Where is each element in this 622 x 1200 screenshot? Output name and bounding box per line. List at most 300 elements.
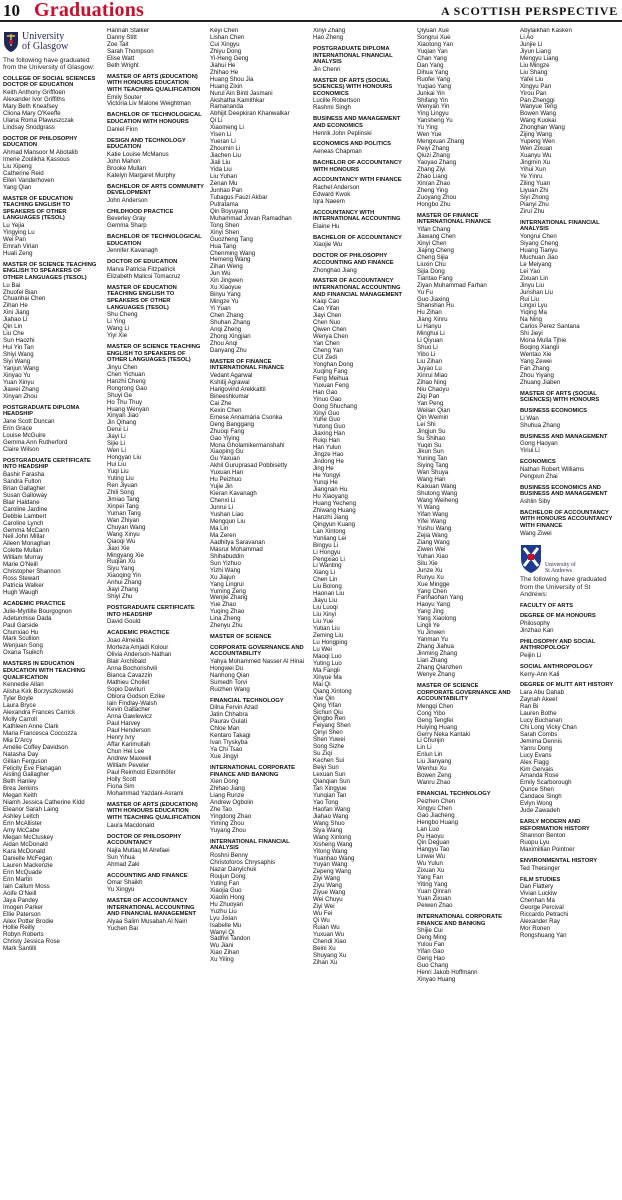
graduate-name: Ruizhen Wang — [210, 685, 250, 693]
graduate-name: Yuan Zixuan — [417, 895, 451, 903]
column-body — [313, 28, 411, 967]
graduate-name: Yue Zhao — [210, 601, 237, 609]
graduate-name: Ruiqi Han — [313, 437, 340, 445]
graduate-name: Wen Yue — [417, 131, 442, 139]
graduate-name: Siyi Zhong — [520, 193, 549, 201]
graduate-name: Ren Jiyuan — [107, 482, 138, 489]
graduate-name: Minghui Li — [417, 330, 445, 338]
graduate-name: Daniel Finn — [107, 125, 138, 133]
graduate-name: Debbie Lambert — [3, 512, 47, 520]
graduate-name: Zheng Ying — [417, 186, 448, 194]
section-banner: A SCOTTISH PERSPECTIVE — [441, 4, 618, 18]
graduate-name: Yang Zewei — [520, 358, 552, 366]
graduate-name: Yanman Yu — [417, 636, 448, 644]
graduate-name: Mona Gholamikermanshahi — [210, 441, 285, 449]
graduate-name: Caroline Jardine — [3, 505, 48, 513]
graduate-name: Yuting Liu — [107, 475, 134, 483]
graduate-name: Ran Bi — [520, 702, 539, 710]
graduate-name: He Yongyi — [313, 472, 341, 480]
graduate-name: Yutong Guo — [313, 423, 346, 431]
glasgow-crest-icon — [3, 31, 19, 53]
graduate-name: Alexander Ray — [520, 918, 560, 926]
graduate-name: Zhe Tao — [210, 806, 232, 814]
graduate-name: Yihui Xun — [520, 166, 546, 174]
graduate-name: Lei Yao — [520, 267, 541, 275]
graduate-name: Weilan Qian — [417, 406, 451, 414]
graduate-name: Ruofei Yang — [417, 75, 450, 83]
graduate-name: Xingyu Pan — [520, 82, 552, 90]
graduate-name: Sun Yizhuo — [210, 559, 241, 567]
section-heading: FACULTY OF ARTS — [520, 602, 574, 609]
graduate-name: Hu Zhuoyan — [210, 900, 244, 908]
graduate-name: Rongshuang Yan — [520, 932, 567, 940]
graduate-name: Riccardo Petrachi — [520, 911, 569, 919]
graduate-name: Jude Zawadeh — [520, 807, 560, 815]
graduate-name: Zhihao He — [210, 68, 239, 76]
graduate-name: Keyi Chen — [210, 28, 239, 34]
graduate-name: Paul Harvey — [107, 720, 141, 728]
graduate-name: Zhang Ziyi — [417, 166, 446, 174]
graduate-name: Lishan Chen — [210, 33, 245, 41]
column-1 — [3, 28, 101, 1196]
graduate-name: Chenxi Li — [210, 497, 236, 505]
graduate-name: Hongbo Zhu — [417, 200, 451, 208]
graduate-name: Liu Zihan — [417, 358, 443, 366]
graduate-name: Hugh Waugh — [3, 589, 39, 597]
graduate-name: Yuxuan Wu — [313, 931, 345, 938]
graduate-name: Elise Watt — [107, 54, 135, 62]
graduate-name: Zhou Yiyang — [520, 371, 554, 379]
st-andrews-logo-text-line: St Andrews — [545, 568, 572, 575]
graduate-name: Hongwei Du — [210, 664, 244, 672]
graduate-name: Xue Jingyi — [210, 753, 239, 761]
graduate-name: Peijin Li — [520, 651, 542, 659]
graduate-name: Chuyan Wang — [107, 523, 146, 531]
graduate-name: Ashlin Siby — [520, 497, 551, 505]
graduate-name: Paurav Gulati — [210, 718, 247, 726]
graduate-name: Yahya Mohammed Nasser Al Hinai — [210, 658, 305, 666]
graduate-name: Yiyi Xie — [107, 332, 128, 340]
graduate-name: Jingjun Su — [417, 427, 446, 435]
section-heading: FILM STUDIES — [520, 876, 561, 883]
graduate-name: Shannon Benton — [520, 832, 566, 840]
graduate-name: Ying Lingyu — [417, 110, 449, 118]
section-heading: BACHELOR OF TECHNOLOGICAL EDUCATION WITH HONOURS — [107, 112, 202, 125]
graduate-name: Ziwen Wei — [417, 545, 446, 553]
graduate-name: Ivan Tryskyba — [210, 739, 248, 747]
graduate-name: Yunqi He — [313, 479, 338, 487]
graduate-name: Yupeng Wen — [520, 138, 555, 146]
graduate-name: Wu Fei — [313, 910, 333, 918]
graduate-name: Yunqian Tan — [313, 791, 347, 799]
section-heading: MASTER OF SCIENCE — [210, 634, 272, 641]
graduate-name: Yunliang Lei — [313, 534, 347, 542]
graduate-name: Wan Zhiyan — [107, 516, 140, 524]
graduate-name: Junshan Liu — [520, 288, 553, 296]
graduate-name: Lian Zhang — [417, 657, 448, 665]
graduate-name: Qin Lin — [3, 323, 23, 331]
graduate-name: Enlun Lin — [417, 751, 443, 759]
graduate-name: Emily Souter — [107, 93, 142, 101]
graduate-name: Wanyi Qi — [210, 928, 235, 936]
graduate-name: Affar Karimullah — [107, 741, 151, 749]
graduate-name: Yitong Wang — [313, 847, 348, 855]
graduate-name: Mohammad Yazdani-Asrami — [107, 789, 184, 797]
graduate-name: Wentao Xie — [520, 351, 552, 359]
graduate-name: Paul Garside — [3, 621, 39, 629]
graduate-name: Liu Xipeng — [3, 162, 32, 170]
graduate-name: Qiwen Chen — [313, 326, 347, 334]
graduate-name: Wang Xintong — [313, 833, 352, 841]
graduate-name: Cui Xingyu — [210, 40, 240, 48]
section-heading: BACHELOR OF ARTS COMMUNITY DEVELOPMENT — [107, 183, 204, 197]
graduate-name: Xu Jiajun — [210, 573, 236, 581]
graduate-name: Philosophy — [520, 619, 550, 627]
graduate-name: Haoyu Yang — [417, 601, 450, 609]
graduate-name: Qiuzi Zhang — [417, 152, 450, 160]
graduate-name: Zihan Xu — [313, 958, 338, 966]
graduate-name: Rongrong Gao — [107, 384, 147, 392]
graduate-name: Shuyi Ge — [107, 391, 133, 399]
graduate-name: Guo Chang — [417, 961, 449, 969]
graduate-name: Runyu Xu — [417, 573, 444, 581]
graduate-name: Siyang Cheng — [520, 239, 559, 247]
graduate-name: Ruian Wu — [313, 924, 340, 932]
graduate-name: Yingying Lu — [3, 228, 35, 236]
graduate-name: Sun Haozhi — [3, 337, 35, 345]
graduate-name: Mengxuan Zhang — [417, 138, 465, 146]
graduate-name: Chen Yichuan — [107, 370, 145, 378]
graduate-name: Beth Hanley — [3, 778, 37, 786]
graduate-name: Iain Findlay-Walsh — [107, 699, 157, 707]
graduate-name: Jin Qihang — [107, 419, 137, 427]
graduate-name: Lin Li — [417, 744, 432, 752]
graduate-name: Xiao Zihan — [210, 949, 240, 957]
section-heading: MASTER OF ARTS (SOCIAL SCIENCES) WITH HONOURS — [520, 390, 600, 404]
graduate-name: William Murray — [3, 554, 44, 562]
section-heading: INTERNATIONAL CORPORATE FINANCE AND BANKING — [417, 913, 503, 927]
graduate-name: Juyao Lu — [417, 365, 442, 373]
graduate-name: Qianqian Sun — [313, 778, 350, 786]
st-andrews-logo-text-line: University of — [545, 561, 576, 568]
graduate-name: Yuyan Wang — [313, 861, 348, 869]
graduate-name: Guozheng Tang — [210, 235, 253, 243]
graduate-name: Ya Chi Tsao — [210, 746, 243, 754]
graduate-name: Chunxiao Hu — [3, 628, 39, 636]
graduate-name: Liu Mingze — [520, 61, 550, 69]
graduate-name: Zhoumin Li — [210, 145, 241, 153]
graduate-name: Yang Xiaolong — [417, 615, 457, 623]
graduate-name: Tubagus Fauzi Akbar — [210, 193, 268, 201]
section-heading: DOCTOR OF PHILOSOPHY EDUCATION — [3, 135, 78, 149]
graduate-name: Jiangnan Hu — [313, 486, 348, 493]
graduate-name: Paul Reinhold Eizenhöfer — [107, 769, 176, 777]
graduate-name: Yida Liu — [210, 166, 232, 174]
graduate-name: Erin McQuade — [3, 868, 42, 876]
graduate-name: Li Ao — [520, 33, 534, 41]
graduate-name: Katelyn Margaret Murphy — [107, 171, 176, 179]
graduate-name: Wang Ziwei — [520, 529, 552, 537]
graduate-name: Elizabeth Malicsi Tomacruz — [107, 272, 181, 280]
graduate-name: Linwei Wu — [417, 853, 445, 861]
graduate-name: Christy Jessica Rose — [3, 938, 60, 946]
graduate-name: Bianca Cavazzin — [107, 671, 153, 679]
graduate-name: Yi-Heng Geng — [210, 54, 249, 62]
graduate-name: Najla Mutlaq M Alrefaei — [107, 846, 170, 854]
graduate-name: Anhui Zhang — [107, 579, 142, 587]
logo-text-of-glasgow: of Glasgow — [22, 40, 69, 52]
graduate-name: Aidan McDonald — [3, 841, 48, 849]
graduate-name: Lauren Mackenzie — [3, 861, 53, 869]
graduate-name: Beth Wright — [107, 61, 139, 69]
graduate-name: Yuan Qinran — [417, 888, 451, 896]
graduate-name: Yizhi Wang — [210, 566, 241, 574]
graduate-name: Yiting Yang — [417, 881, 448, 889]
graduate-name: Erin Martin — [3, 875, 33, 883]
graduate-name: Deng Banggang — [210, 420, 255, 428]
section-heading: ACADEMIC PRACTICE — [3, 601, 66, 608]
graduate-name: Lyu Jixian — [210, 914, 237, 922]
graduate-name: Wang Xinyu — [107, 530, 140, 538]
graduate-name: Ziyi Wang — [313, 875, 340, 883]
graduate-name: Hu Peizhuo — [210, 476, 242, 484]
graduate-name: Edward Kwok — [313, 190, 351, 198]
graduate-name: Zhonghao Jiang — [313, 266, 357, 274]
graduate-name: Xin Jingwen — [210, 277, 243, 285]
graduate-name: Qinyi Shen — [313, 729, 343, 737]
graduate-name: Li Hongyu — [313, 548, 341, 556]
graduate-name: Jaya Pandey — [3, 896, 39, 904]
graduate-name: Yue Qin — [313, 694, 335, 702]
graduate-name: Geng Hao — [417, 954, 445, 962]
graduate-name: Wanyue Teng — [520, 103, 557, 111]
graduate-name: Gemma Ann Rutherford — [3, 438, 68, 446]
graduate-name: Cliona Mary O'Keeffe — [3, 109, 61, 117]
graduate-name: Holly Scott — [107, 776, 137, 783]
graduate-name: Zhang Jiahua — [417, 643, 454, 651]
graduate-name: Li Hanyu — [417, 323, 442, 331]
graduate-name: Zhong Xingjian — [210, 332, 251, 340]
graduate-name: Gao Yiying — [210, 434, 240, 442]
graduate-name: Jingmin Xu — [520, 159, 551, 167]
graduate-name: Huali Zeng — [3, 249, 33, 257]
graduate-name: Wang Han — [417, 476, 446, 484]
graduate-name: Na Ning — [520, 316, 543, 324]
graduate-name: Gu Yaxuan — [210, 455, 240, 463]
graduate-name: Bingyu Li — [313, 541, 339, 549]
graduate-name: Ma Lin — [210, 524, 229, 532]
graduate-name: Alexander Ivor Griffiths — [3, 95, 65, 103]
column-5 — [417, 28, 515, 1196]
graduate-name: Liu Che — [3, 330, 25, 338]
graduate-name: Mingze Yu — [210, 298, 239, 306]
graduate-name: Jimiao Tang — [107, 495, 140, 503]
graduate-name: William Peveler — [107, 762, 149, 770]
graduate-name: Xinyao Huang — [417, 975, 456, 983]
graduate-name: Zaynah Akeel — [520, 696, 557, 703]
graduate-name: Dan Yang — [417, 61, 444, 69]
section-heading: POSTGRADUATE DIPLOMA INTERNATIONAL FINANCIAL ANALYSIS — [313, 45, 393, 66]
graduate-name: Laura Bryce — [3, 701, 36, 709]
graduate-name: Zuoyang Zhou — [417, 193, 457, 201]
graduate-name: Jiahui He — [210, 61, 236, 69]
graduate-name: Ma Zeren — [210, 531, 237, 539]
graduate-name: Li Wan — [520, 414, 539, 422]
graduate-name: Vedant Agarwal — [210, 371, 253, 379]
graduate-name: Kerry-Ann Kali — [520, 670, 560, 678]
graduate-name: Yueran Li — [210, 138, 236, 146]
graduate-name: Elaine Hu — [313, 222, 340, 230]
section-heading: ACCOUNTANCY WITH INTERNATIONAL ACCOUNTING — [313, 209, 401, 223]
graduate-name: Nurul Ain Binti Jasmani — [210, 89, 273, 97]
graduate-name: Rashmi Singh — [313, 104, 351, 112]
graduate-name: Yanru Dong — [520, 744, 553, 752]
graduate-name: Ziyu Wang — [313, 882, 342, 890]
graduate-name: Amanda Rose — [520, 772, 559, 780]
graduate-name: Xinyi Shen — [210, 228, 240, 236]
graduate-name: Zihan Weng — [210, 263, 243, 271]
graduate-name: Junrui Li — [210, 504, 234, 512]
graduate-name: Yuxuan Feng — [313, 381, 349, 389]
graduate-name: Sumedh Torvi — [210, 678, 248, 686]
graduate-name: Jiajing Cheng — [417, 246, 454, 254]
graduate-name: Xisheng Wang — [313, 840, 353, 848]
graduate-name: Ellen Vanderhoven — [3, 176, 55, 184]
graduate-name: Xiang Li — [313, 569, 336, 577]
graduate-name: Sarah Combs — [520, 730, 558, 738]
section-heading: ECONOMICS AND POLITICS — [313, 141, 392, 148]
graduate-name: Yujie Jin — [210, 483, 233, 491]
graduate-name: Abhijit Deepkiran Khanwalkar — [210, 110, 290, 118]
graduate-name: Oxana Tsuikch — [3, 649, 43, 657]
graduate-name: Yuanhao Wang — [313, 854, 355, 862]
graduate-name: Xien Dong — [210, 778, 239, 786]
graduate-name: Tiantao Fang — [417, 274, 453, 282]
graduate-name: Siying Tang — [417, 462, 449, 470]
graduate-name: Zhou Anqi — [210, 339, 238, 347]
graduate-name: Shuhan Zhang — [210, 319, 250, 327]
graduate-name: Bineeshkumar — [210, 392, 249, 400]
graduate-name: Pianyi Zhu — [520, 200, 549, 208]
graduate-name: Hu Xiaoyang — [313, 492, 348, 500]
graduate-name: Lucy Buchanan — [520, 716, 563, 724]
graduate-name: Zixuan Xu — [417, 867, 445, 875]
graduate-name: Zhiwang Huang — [313, 506, 356, 514]
graduate-name: Jiachen Liu — [210, 152, 241, 160]
graduate-name: Zhuofei Bian — [3, 288, 38, 296]
graduate-name: Chenming Wang — [210, 249, 256, 257]
graduate-name: Lan Luo — [417, 825, 440, 833]
graduate-name: Amy McCabe — [3, 827, 40, 835]
graduate-name: Yuqiao Yang — [417, 82, 451, 90]
graduate-name: Chendi Xiao — [313, 937, 347, 945]
graduate-name: Wen Li — [107, 447, 126, 455]
graduate-name: John Anderson — [107, 196, 148, 204]
graduate-name: Chuanhai Chen — [3, 295, 46, 303]
graduate-name: Gong Shuchang — [313, 402, 358, 410]
graduate-name: Obiora Godson Ezike — [107, 692, 165, 700]
graduate-name: Shijie Cui — [417, 927, 443, 935]
graduate-name: Jiahao Wang — [313, 812, 349, 820]
graduate-name: Mia D'Arcy — [3, 736, 33, 744]
graduate-name: Jun Wu — [210, 270, 231, 278]
graduate-name: Yu Jinwen — [417, 629, 445, 637]
graduate-name: Cai Zhe — [210, 399, 232, 407]
graduate-name: Peiwen Zhao — [417, 902, 453, 910]
graduate-name: Han Gao — [313, 388, 338, 396]
graduate-name: Carlos Perez Santana — [520, 323, 580, 331]
column-body — [417, 28, 515, 984]
section-heading: BACHELOR OF ACCOUNTANCY WITH HONOURS — [313, 160, 402, 173]
graduate-name: Beiyi Sun — [313, 764, 339, 772]
graduate-name: Jinyu Chen — [107, 363, 138, 371]
section-heading: DESIGN AND TECHNOLOGY EDUCATION — [107, 137, 186, 151]
graduate-name: Maximillian Pointner — [520, 846, 575, 854]
graduate-name: Amélie Coffey Davidson — [3, 743, 68, 751]
graduate-name: Jemima Dennis — [520, 737, 562, 745]
graduate-name: Silu Xie — [417, 559, 438, 567]
graduate-name: Anna Bochorishvili — [107, 664, 158, 672]
graduate-name: Xu Yiling — [210, 956, 234, 964]
graduate-name: Xinrui Miao — [417, 371, 448, 379]
graduate-name: Peiyi Zhang — [417, 145, 450, 153]
graduate-name: Yuting Fan — [210, 879, 240, 887]
graduate-name: David Gould — [107, 618, 141, 626]
graduate-name: Morteza Amjadi Kolour — [107, 643, 169, 651]
graduate-name: Wu Jiani — [210, 942, 234, 950]
section-heading: ECONOMICS — [520, 459, 556, 466]
graduate-name: Ailex Potter Brodie — [3, 917, 54, 925]
graduate-name: Feng Meihua — [313, 374, 349, 382]
graduate-name: Junze Xu — [417, 566, 443, 574]
graduate-name: Jiaxi Xie — [107, 544, 130, 552]
graduate-name: Abylaikhan Kasken — [520, 28, 572, 34]
graduate-name: Jing He — [313, 465, 334, 473]
graduate-name: Blair Haldane — [3, 498, 40, 506]
graduate-name: Wenjie Zhang — [210, 594, 248, 602]
graduate-name: Evlyn Wong — [520, 800, 553, 808]
graduate-name: Haofan Wang — [313, 805, 351, 813]
graduate-name: Anqi Zheng — [210, 325, 242, 333]
section-heading: BUSINESS ECONOMICS AND BUSINESS AND MANAGEMENT — [520, 484, 608, 498]
graduate-name: Aeneas Chapman — [313, 148, 362, 156]
graduate-name: Lu Wei — [313, 645, 332, 653]
graduate-name: Isabelle Mu — [210, 921, 242, 929]
graduate-name: Feiyang Shen — [313, 722, 351, 730]
graduate-name: Xu Xiaoyue — [210, 284, 242, 292]
university-of-glasgow-logo — [3, 28, 101, 55]
graduate-name: Jiang Xinru — [417, 316, 448, 324]
graduate-name: Wang Weiheng — [417, 497, 459, 505]
graduate-name: Xiaotong Yan — [417, 40, 454, 48]
graduate-name: Yao Tong — [313, 798, 339, 806]
section-heading: MASTER OF SCIENCE TEACHING ENGLISH TO SPEAKERS OF OTHER LANGUAGES (TESOL) — [3, 261, 97, 281]
graduate-name: Harigovind Arekkattil — [210, 385, 266, 393]
graduate-name: Yuning Tan — [417, 455, 448, 463]
graduate-name: Yiming Zhou — [210, 819, 244, 827]
graduate-name: Aileen Monaghan — [3, 540, 51, 548]
graduate-name: Candace Singh — [520, 793, 562, 801]
section-heading: BUSINESS AND MANAGEMENT AND ECONOMICS — [313, 116, 401, 129]
graduate-name: Imene Zoulikha Kassous — [3, 155, 70, 163]
graduate-name: Mark Santilli — [3, 945, 37, 953]
graduate-name: Yushan Liao — [210, 511, 244, 519]
section-heading: MASTER OF EDUCATION TEACHING ENGLISH TO SPEAKERS OF OTHER LANGUAGES (TESOL) — [3, 195, 73, 222]
graduate-name: Aadhitya Saravanan — [210, 538, 265, 546]
graduate-name: Siyu Yang — [107, 565, 135, 573]
graduate-name: Yuqian Yan — [417, 47, 448, 55]
graduate-name: Hengbo Huang — [417, 818, 458, 826]
